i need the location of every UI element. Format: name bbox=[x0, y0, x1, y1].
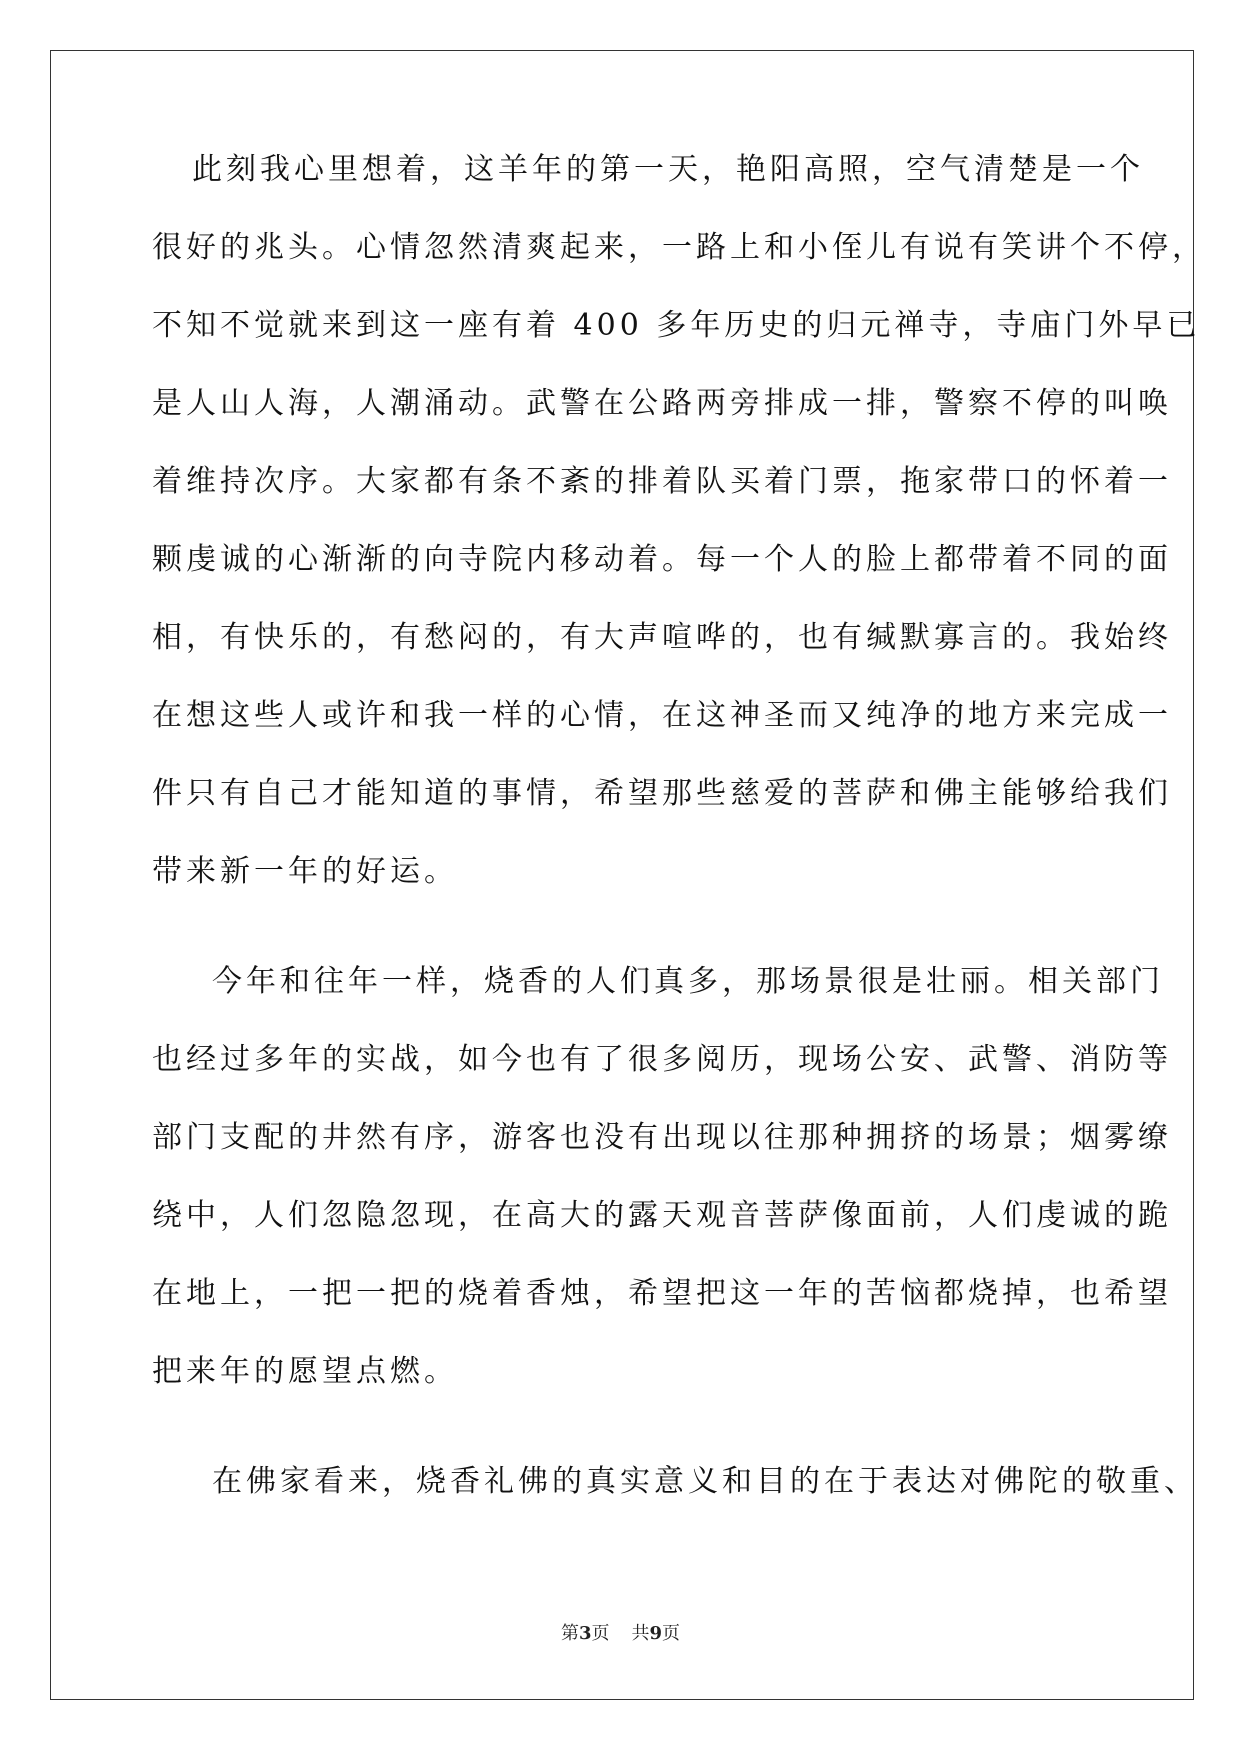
paragraph-1-line-5: 着维持次序。大家都有条不紊的排着队买着门票，拖家带口的怀着一 bbox=[152, 464, 1172, 499]
paragraph-2-line-4: 绕中，人们忽隐忽现，在高大的露天观音菩萨像面前，人们虔诚的跪 bbox=[152, 1198, 1172, 1233]
paragraph-1-line-4: 是人山人海，人潮涌动。武警在公路两旁排成一排，警察不停的叫唤 bbox=[152, 386, 1172, 421]
paragraph-3-line-1: 在佛家看来，烧香礼佛的真实意义和目的在于表达对佛陀的敬重、 bbox=[212, 1464, 1198, 1499]
paragraph-2-line-3: 部门支配的井然有序，游客也没有出现以往那种拥挤的场景；烟雾缭 bbox=[152, 1120, 1172, 1155]
paragraph-1-line-1: 此刻我心里想着，这羊年的第一天，艳阳高照，空气清楚是一个 bbox=[192, 152, 1144, 187]
paragraph-2-line-1: 今年和往年一样，烧香的人们真多，那场景很是壮丽。相关部门 bbox=[212, 964, 1164, 999]
paragraph-1-line-2: 很好的兆头。心情忽然清爽起来，一路上和小侄儿有说有笑讲个不停， bbox=[152, 230, 1206, 265]
paragraph-2-line-6: 把来年的愿望点燃。 bbox=[152, 1354, 458, 1389]
paragraph-1-line-9: 件只有自己才能知道的事情，希望那些慈爱的菩萨和佛主能够给我们 bbox=[152, 776, 1172, 811]
paragraph-2-line-5: 在地上，一把一把的烧着香烛，希望把这一年的苦恼都烧掉，也希望 bbox=[152, 1276, 1172, 1311]
total-prefix: 共 bbox=[631, 1623, 650, 1644]
paragraph-1-line-8: 在想这些人或许和我一样的心情，在这神圣而又纯净的地方来完成一 bbox=[152, 698, 1172, 733]
paragraph-1-line-3: 不知不觉就来到这一座有着 400 多年历史的归元禅寺，寺庙门外早已 bbox=[152, 308, 1201, 343]
paragraph-1-line-7: 相，有快乐的，有愁闷的，有大声喧哗的，也有缄默寡言的。我始终 bbox=[152, 620, 1172, 655]
total-suffix: 页 bbox=[662, 1623, 681, 1644]
paragraph-1-line-10: 带来新一年的好运。 bbox=[152, 854, 458, 889]
page-suffix: 页 bbox=[591, 1623, 610, 1644]
page-prefix: 第 bbox=[560, 1623, 579, 1644]
paragraph-2-line-2: 也经过多年的实战，如今也有了很多阅历，现场公安、武警、消防等 bbox=[152, 1042, 1172, 1077]
paragraph-1-line-6: 颗虔诚的心渐渐的向寺院内移动着。每一个人的脸上都带着不同的面 bbox=[152, 542, 1172, 577]
total-pages-number: 9 bbox=[649, 1623, 663, 1644]
current-page-number: 3 bbox=[578, 1623, 592, 1644]
page-footer bbox=[0, 1622, 1241, 1646]
